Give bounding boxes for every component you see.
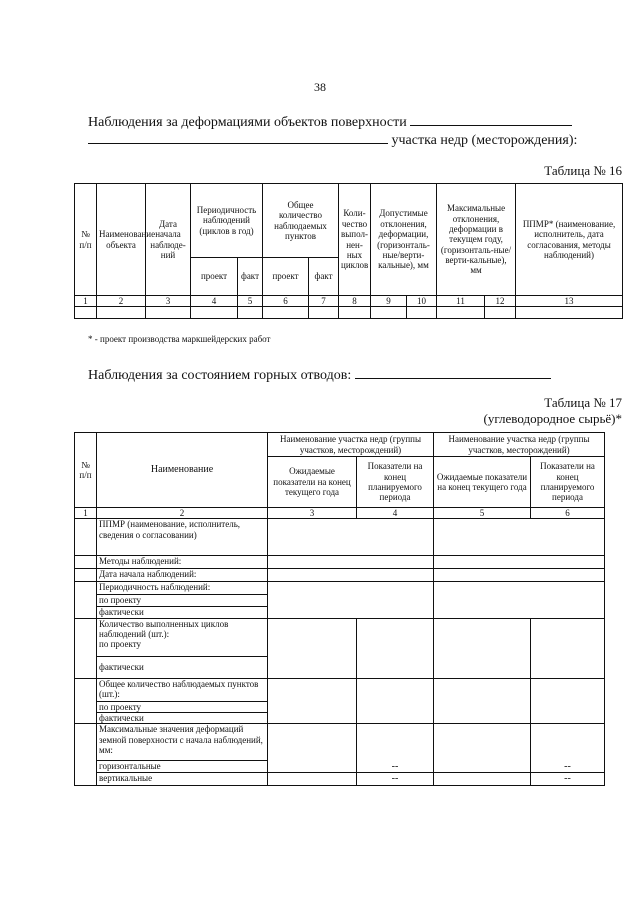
row-periodicity: Периодичность наблюдений: (97, 582, 268, 595)
empty-cell[interactable] (309, 307, 339, 319)
col-number: 2 (97, 296, 146, 307)
value-cell[interactable] (434, 569, 605, 582)
col-number: 6 (531, 508, 605, 519)
num-cell (75, 618, 97, 678)
header-total-points: Общее количество наблюдаемых пунктов (263, 184, 339, 258)
section1-title-text: Наблюдения за деформациями объектов поверхности (88, 115, 407, 130)
row-periodicity-by-project: по проекту (97, 595, 268, 606)
header-cycles: Коли-чество выпол-нен-ных циклов (339, 184, 371, 296)
value-cell[interactable] (268, 519, 434, 556)
col-number: 4 (357, 508, 434, 519)
col-number: 11 (437, 296, 485, 307)
header-num: № п/п (75, 433, 97, 508)
header-subsoil-site-a: Наименование участка недр (группы участков, месторождений) (268, 433, 434, 457)
table16-caption: Таблица № 16 (544, 163, 622, 178)
col-number: 5 (238, 296, 263, 307)
header-object-name: Наименование объекта (97, 184, 146, 296)
empty-cell[interactable] (75, 307, 97, 319)
header-periodicity-fact: факт (238, 258, 263, 296)
value-cell[interactable] (268, 582, 434, 618)
empty-cell[interactable] (146, 307, 191, 319)
col-number: 1 (75, 296, 97, 307)
empty-cell[interactable] (97, 307, 146, 319)
value-cell[interactable] (357, 678, 434, 724)
value-cell[interactable] (268, 556, 434, 569)
empty-cell[interactable] (371, 307, 407, 319)
row-cycles-by-project: по проекту (99, 639, 142, 650)
table17-subcaption: (углеводородное сырьё)* (483, 411, 622, 426)
col-number: 3 (146, 296, 191, 307)
value-cell[interactable] (268, 724, 357, 773)
header-subsoil-site-b: Наименование участка недр (группы участков, месторождений) (434, 433, 605, 457)
value-cell[interactable] (357, 618, 434, 678)
section1-title-text2: участка недр (месторождения): (391, 133, 578, 148)
value-cell[interactable] (434, 724, 531, 773)
row-max-values: Максимальные значения деформаций земной поверхности с начала наблюдений, мм: (97, 724, 268, 761)
page-number: 38 (314, 80, 326, 94)
row-points-actual: фактически (97, 713, 268, 724)
num-cell (75, 569, 97, 582)
header-num: № п/п (75, 184, 97, 296)
value-cell[interactable] (434, 678, 531, 724)
num-cell (75, 724, 97, 786)
header-planned: Показатели на конец планируемого периода (357, 457, 434, 508)
empty-cell[interactable] (516, 307, 623, 319)
col-number: 3 (268, 508, 357, 519)
row-ppmr: ППМР (наименование, исполнитель, сведения о согласовании) (97, 519, 268, 556)
col-number: 4 (191, 296, 238, 307)
value-cell[interactable] (434, 556, 605, 569)
row-cycles (97, 618, 268, 656)
col-number: 6 (263, 296, 309, 307)
header-max-deviation: Максимальные отклонения, деформации в текущем году, (горизонталь-ные/верти-кальные), мм (437, 184, 516, 296)
num-cell (75, 519, 97, 556)
col-number: 2 (97, 508, 268, 519)
dash-cell: -- (357, 724, 434, 773)
empty-cell[interactable] (485, 307, 516, 319)
header-periodicity: Периодичность наблюдений (циклов в год) (191, 184, 263, 258)
dash-cell: -- (531, 724, 605, 773)
num-cell (75, 556, 97, 569)
header-name: Наименование (97, 433, 268, 508)
fill-in-line (410, 113, 572, 126)
value-cell[interactable] (531, 678, 605, 724)
col-number: 10 (407, 296, 437, 307)
row-methods: Методы наблюдений: (97, 556, 268, 569)
section1-title-line2 (88, 131, 577, 149)
empty-cell[interactable] (339, 307, 371, 319)
row-start-date: Дата начала наблюдений: (97, 569, 268, 582)
value-cell[interactable] (268, 569, 434, 582)
section2-title-text: Наблюдения за состоянием горных отводов: (88, 368, 352, 383)
value-cell[interactable] (434, 618, 531, 678)
empty-cell[interactable] (238, 307, 263, 319)
header-points-fact: факт (309, 258, 339, 296)
empty-cell[interactable] (407, 307, 437, 319)
fill-in-line (355, 366, 551, 379)
value-cell[interactable] (531, 618, 605, 678)
value-cell[interactable] (434, 519, 605, 556)
section1-title (88, 113, 572, 131)
header-periodicity-project: проект (191, 258, 238, 296)
value-cell[interactable] (268, 773, 357, 786)
row-periodicity-actual: фактически (97, 606, 268, 618)
table17-caption: Таблица № 17 (544, 395, 622, 410)
value-cell[interactable] (268, 678, 357, 724)
col-number: 12 (485, 296, 516, 307)
row-vertical: вертикальные (97, 773, 268, 786)
num-cell (75, 582, 97, 618)
col-number: 8 (339, 296, 371, 307)
row-points-by-project: по проекту (97, 701, 268, 712)
col-number: 9 (371, 296, 407, 307)
value-cell[interactable] (434, 773, 531, 786)
dash-cell: -- (357, 773, 434, 786)
header-expected: Ожидаемые показатели на конец текущего года (434, 457, 531, 508)
row-points: Общее количество наблюдаемых пунктов (шт.): (97, 678, 268, 701)
col-number: 5 (434, 508, 531, 519)
header-start-date: Дата начала наблюде-ний (146, 184, 191, 296)
dash-cell: -- (531, 773, 605, 786)
header-expected: Ожидаемые показатели на конец текущего года (268, 457, 357, 508)
section2-title (88, 366, 551, 384)
col-number: 1 (75, 508, 97, 519)
table-17 (74, 432, 605, 786)
row-cycles-actual: фактически (97, 656, 268, 678)
col-number: 7 (309, 296, 339, 307)
value-cell[interactable] (434, 582, 605, 618)
empty-cell[interactable] (263, 307, 309, 319)
footnote: * - проект производства маркшейдерских работ (88, 334, 271, 344)
row-cycles-label: Количество выполненных циклов наблюдений (шт.): (99, 618, 229, 640)
fill-in-line (88, 131, 388, 144)
num-cell (75, 678, 97, 724)
value-cell[interactable] (268, 618, 357, 678)
table-16 (74, 183, 623, 319)
empty-cell[interactable] (437, 307, 485, 319)
header-allowable: Допустимые отклонения, деформации, (горизонталь-ные/верти-кальные), мм (371, 184, 437, 296)
header-points-project: проект (263, 258, 309, 296)
empty-cell[interactable] (191, 307, 238, 319)
row-horizontal: горизонтальные (97, 761, 268, 773)
col-number: 13 (516, 296, 623, 307)
header-planned: Показатели на конец планируемого периода (531, 457, 605, 508)
header-ppmr: ППМР* (наименование, исполнитель, дата согласования, методы наблюдений) (516, 184, 623, 296)
